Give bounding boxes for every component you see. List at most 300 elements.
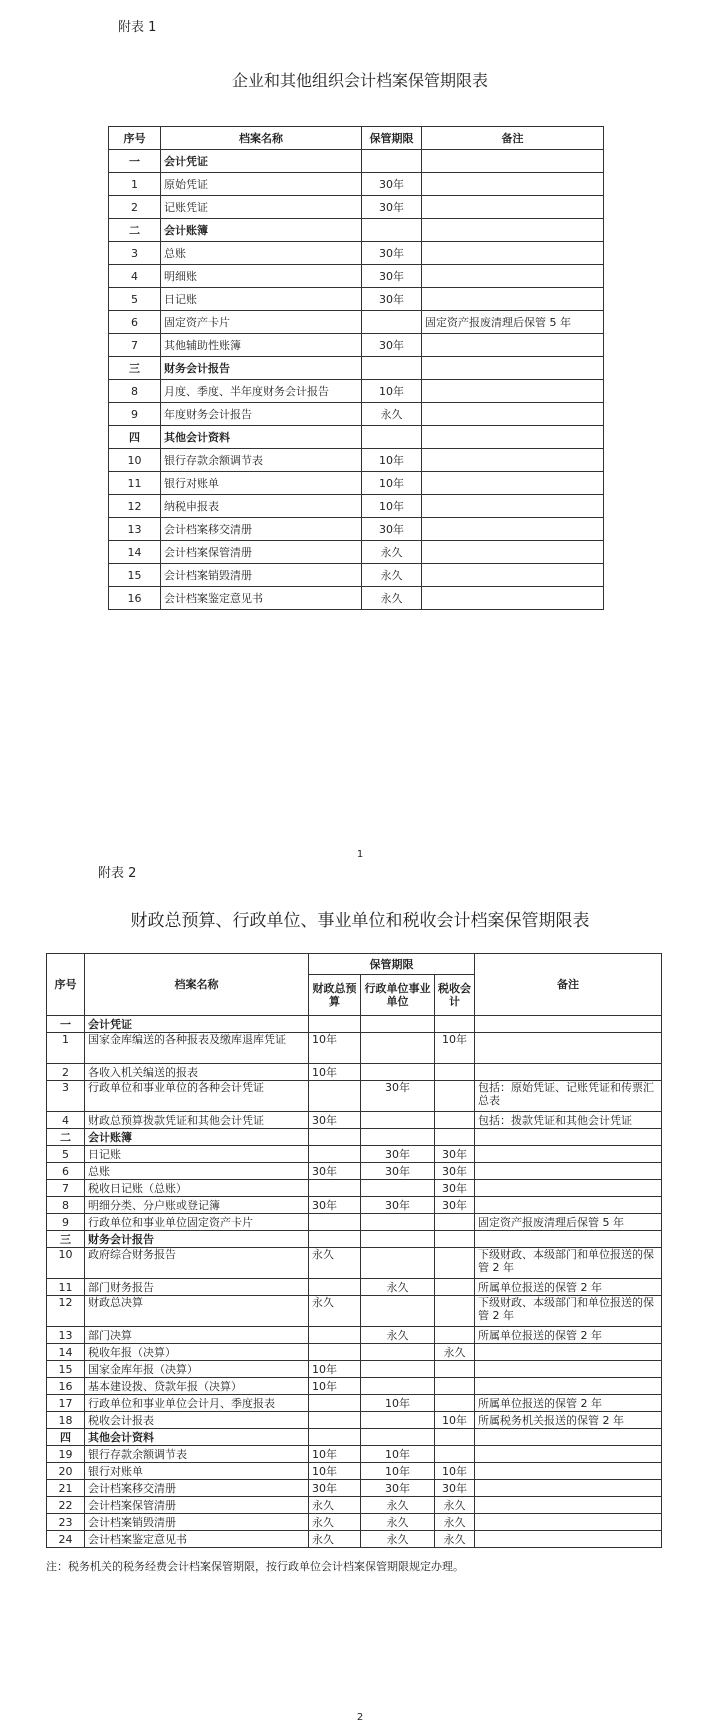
record-name: 会计档案鉴定意见书 [85, 1531, 309, 1548]
header-fiscal-budget: 财政总预算 [309, 975, 361, 1016]
record-name: 国家金库编送的各种报表及缴库退库凭证 [85, 1033, 309, 1064]
table-row [109, 472, 604, 495]
fiscal-budget-period: 永久 [309, 1296, 361, 1327]
row-number: 一 [109, 150, 161, 173]
section-row [47, 1231, 662, 1248]
retention-period: 30年 [362, 334, 422, 357]
tax-accounting-period: 10年 [435, 1412, 475, 1429]
remarks: 下级财政、本级部门和单位报送的保管 2 年 [475, 1248, 662, 1279]
header-note: 备注 [475, 954, 662, 1016]
record-name: 日记账 [85, 1146, 309, 1163]
record-name: 会计账簿 [161, 219, 362, 242]
row-number: 11 [47, 1279, 85, 1296]
header-name: 档案名称 [161, 127, 362, 150]
row-number: 8 [109, 380, 161, 403]
table-row [47, 1296, 662, 1327]
remarks [475, 1163, 662, 1180]
record-name: 会计档案移交清册 [85, 1480, 309, 1497]
fiscal-budget-period [309, 1412, 361, 1429]
table-row [47, 1412, 662, 1429]
table-row [109, 587, 604, 610]
table-2-title: 财政总预算、行政单位、事业单位和税收会计档案保管期限表 [130, 911, 590, 931]
admin-unit-period [361, 1344, 435, 1361]
tax-accounting-period [435, 1378, 475, 1395]
retention-period: 10年 [362, 472, 422, 495]
admin-unit-period [361, 1378, 435, 1395]
record-name: 税收日记账（总账） [85, 1180, 309, 1197]
admin-unit-period [361, 1016, 435, 1033]
tax-accounting-period: 永久 [435, 1344, 475, 1361]
table-row [47, 1446, 662, 1463]
fiscal-budget-period: 10年 [309, 1378, 361, 1395]
record-name: 财务会计报告 [85, 1231, 309, 1248]
row-number: 11 [109, 472, 161, 495]
tax-accounting-period [435, 1279, 475, 1296]
record-name: 会计档案保管清册 [85, 1497, 309, 1514]
remarks [475, 1064, 662, 1081]
admin-unit-period [361, 1361, 435, 1378]
retention-period [362, 357, 422, 380]
table-row [47, 1395, 662, 1412]
table-row [109, 449, 604, 472]
row-number: 4 [47, 1112, 85, 1129]
row-number: 一 [47, 1016, 85, 1033]
row-number: 四 [109, 426, 161, 449]
record-name: 原始凭证 [161, 173, 362, 196]
retention-period: 30年 [362, 288, 422, 311]
row-number: 6 [47, 1163, 85, 1180]
remarks [422, 150, 604, 173]
retention-table-2 [46, 953, 662, 1548]
fiscal-budget-period: 10年 [309, 1446, 361, 1463]
remarks: 包括：拨款凭证和其他会计凭证 [475, 1112, 662, 1129]
table-header-row [47, 954, 662, 975]
remarks: 固定资产报废清理后保管 5 年 [422, 311, 604, 334]
remarks [475, 1033, 662, 1064]
admin-unit-period: 30年 [361, 1081, 435, 1112]
record-name: 会计凭证 [85, 1016, 309, 1033]
fiscal-budget-period [309, 1344, 361, 1361]
fiscal-budget-period: 30年 [309, 1112, 361, 1129]
table-1-title: 企业和其他组织会计档案保管期限表 [231, 71, 488, 90]
tax-accounting-period: 10年 [435, 1033, 475, 1064]
row-number: 21 [47, 1480, 85, 1497]
record-name: 政府综合财务报告 [85, 1248, 309, 1279]
remarks [422, 472, 604, 495]
section-row [47, 1429, 662, 1446]
remarks [475, 1180, 662, 1197]
table-row [109, 403, 604, 426]
fiscal-budget-period: 永久 [309, 1248, 361, 1279]
admin-unit-period [361, 1064, 435, 1081]
record-name: 银行存款余额调节表 [85, 1446, 309, 1463]
header-name: 档案名称 [85, 954, 309, 1016]
fiscal-budget-period [309, 1327, 361, 1344]
admin-unit-period: 永久 [361, 1279, 435, 1296]
record-name: 银行对账单 [161, 472, 362, 495]
table-row [109, 541, 604, 564]
row-number: 10 [47, 1248, 85, 1279]
retention-period: 10年 [362, 449, 422, 472]
record-name: 各收入机关编送的报表 [85, 1064, 309, 1081]
fiscal-budget-period [309, 1146, 361, 1163]
tax-accounting-period: 30年 [435, 1197, 475, 1214]
row-number: 9 [47, 1214, 85, 1231]
section-row [109, 219, 604, 242]
row-number: 6 [109, 311, 161, 334]
row-number: 7 [47, 1180, 85, 1197]
retention-period: 30年 [362, 173, 422, 196]
header-no: 序号 [47, 954, 85, 1016]
fiscal-budget-period: 30年 [309, 1163, 361, 1180]
admin-unit-period [361, 1129, 435, 1146]
remarks: 所属单位报送的保管 2 年 [475, 1395, 662, 1412]
table-row [47, 1344, 662, 1361]
row-number: 9 [109, 403, 161, 426]
tax-accounting-period: 永久 [435, 1531, 475, 1548]
remarks [422, 380, 604, 403]
tax-accounting-period: 永久 [435, 1497, 475, 1514]
admin-unit-period: 永久 [361, 1531, 435, 1548]
section-row [109, 150, 604, 173]
row-number: 7 [109, 334, 161, 357]
table-row [47, 1361, 662, 1378]
row-number: 15 [109, 564, 161, 587]
remarks [422, 426, 604, 449]
footnote: 注：税务机关的税务经费会计档案保管期限，按行政单位会计档案保管期限规定办理。 [46, 1560, 464, 1573]
tax-accounting-period: 30年 [435, 1163, 475, 1180]
section-row [109, 357, 604, 380]
row-number: 16 [47, 1378, 85, 1395]
record-name: 年度财务会计报告 [161, 403, 362, 426]
record-name: 明细分类、分户账或登记簿 [85, 1197, 309, 1214]
row-number: 3 [109, 242, 161, 265]
fiscal-budget-period [309, 1214, 361, 1231]
record-name: 固定资产卡片 [161, 311, 362, 334]
remarks [475, 1463, 662, 1480]
row-number: 12 [109, 495, 161, 518]
fiscal-budget-period [309, 1279, 361, 1296]
header-no: 序号 [109, 127, 161, 150]
remarks [475, 1531, 662, 1548]
record-name: 其他会计资料 [161, 426, 362, 449]
remarks [475, 1146, 662, 1163]
table-row [47, 1163, 662, 1180]
fiscal-budget-period: 10年 [309, 1033, 361, 1064]
row-number: 二 [109, 219, 161, 242]
admin-unit-period [361, 1033, 435, 1064]
retention-period [362, 150, 422, 173]
fiscal-budget-period [309, 1129, 361, 1146]
remarks: 固定资产报废清理后保管 5 年 [475, 1214, 662, 1231]
table-row [47, 1279, 662, 1296]
tax-accounting-period [435, 1081, 475, 1112]
record-name: 税收年报（决算） [85, 1344, 309, 1361]
fiscal-budget-period: 永久 [309, 1531, 361, 1548]
header-admin-unit: 行政单位事业单位 [361, 975, 435, 1016]
table-row [109, 380, 604, 403]
record-name: 其他辅助性账簿 [161, 334, 362, 357]
row-number: 四 [47, 1429, 85, 1446]
record-name: 行政单位和事业单位会计月、季度报表 [85, 1395, 309, 1412]
remarks [475, 1129, 662, 1146]
row-number: 18 [47, 1412, 85, 1429]
row-number: 14 [47, 1344, 85, 1361]
fiscal-budget-period: 永久 [309, 1514, 361, 1531]
tax-accounting-period [435, 1016, 475, 1033]
retention-period: 30年 [362, 242, 422, 265]
row-number: 5 [109, 288, 161, 311]
remarks: 所属单位报送的保管 2 年 [475, 1327, 662, 1344]
record-name: 记账凭证 [161, 196, 362, 219]
row-number: 4 [109, 265, 161, 288]
remarks [422, 196, 604, 219]
remarks [422, 219, 604, 242]
record-name: 明细账 [161, 265, 362, 288]
remarks [422, 495, 604, 518]
admin-unit-period: 30年 [361, 1197, 435, 1214]
table-row [47, 1327, 662, 1344]
fiscal-budget-period: 30年 [309, 1197, 361, 1214]
table-row [47, 1112, 662, 1129]
remarks [475, 1378, 662, 1395]
row-number: 8 [47, 1197, 85, 1214]
remarks [422, 518, 604, 541]
record-name: 月度、季度、半年度财务会计报告 [161, 380, 362, 403]
row-number: 14 [109, 541, 161, 564]
row-number: 24 [47, 1531, 85, 1548]
row-number: 12 [47, 1296, 85, 1327]
record-name: 会计档案保管清册 [161, 541, 362, 564]
tax-accounting-period [435, 1064, 475, 1081]
remarks [475, 1480, 662, 1497]
remarks [422, 265, 604, 288]
header-note: 备注 [422, 127, 604, 150]
record-name: 财政总决算 [85, 1296, 309, 1327]
table-row [47, 1146, 662, 1163]
row-number: 13 [47, 1327, 85, 1344]
row-number: 3 [47, 1081, 85, 1112]
remarks [422, 564, 604, 587]
record-name: 行政单位和事业单位的各种会计凭证 [85, 1081, 309, 1112]
row-number: 三 [47, 1231, 85, 1248]
remarks [422, 334, 604, 357]
remarks: 包括：原始凭证、记账凭证和传票汇总表 [475, 1081, 662, 1112]
tax-accounting-period [435, 1248, 475, 1279]
admin-unit-period [361, 1296, 435, 1327]
tax-accounting-period [435, 1327, 475, 1344]
record-name: 其他会计资料 [85, 1429, 309, 1446]
table-row [109, 311, 604, 334]
tax-accounting-period [435, 1395, 475, 1412]
table-row [47, 1081, 662, 1112]
page-number-1: 1 [356, 849, 364, 860]
record-name: 财务会计报告 [161, 357, 362, 380]
retention-period: 30年 [362, 265, 422, 288]
tax-accounting-period [435, 1214, 475, 1231]
table-row [109, 265, 604, 288]
retention-period: 30年 [362, 518, 422, 541]
record-name: 会计账簿 [85, 1129, 309, 1146]
retention-period: 永久 [362, 403, 422, 426]
fiscal-budget-period [309, 1231, 361, 1248]
remarks [475, 1016, 662, 1033]
section-row [109, 426, 604, 449]
retention-table-1 [108, 126, 604, 610]
retention-period [362, 219, 422, 242]
table-row [109, 334, 604, 357]
remarks [475, 1429, 662, 1446]
row-number: 13 [109, 518, 161, 541]
row-number: 5 [47, 1146, 85, 1163]
section-row [47, 1016, 662, 1033]
admin-unit-period: 10年 [361, 1446, 435, 1463]
admin-unit-period [361, 1248, 435, 1279]
tax-accounting-period [435, 1129, 475, 1146]
tax-accounting-period [435, 1429, 475, 1446]
record-name: 日记账 [161, 288, 362, 311]
row-number: 22 [47, 1497, 85, 1514]
table-row [47, 1531, 662, 1548]
row-number: 19 [47, 1446, 85, 1463]
record-name: 部门决算 [85, 1327, 309, 1344]
row-number: 15 [47, 1361, 85, 1378]
tax-accounting-period [435, 1112, 475, 1129]
record-name: 税收会计报表 [85, 1412, 309, 1429]
retention-period: 永久 [362, 541, 422, 564]
remarks [475, 1197, 662, 1214]
remarks: 下级财政、本级部门和单位报送的保管 2 年 [475, 1296, 662, 1327]
record-name: 会计档案移交清册 [161, 518, 362, 541]
header-period-group: 保管期限 [309, 954, 475, 975]
table-row [47, 1180, 662, 1197]
record-name: 会计档案鉴定意见书 [161, 587, 362, 610]
row-number: 23 [47, 1514, 85, 1531]
remarks [422, 587, 604, 610]
table-row [47, 1248, 662, 1279]
table-row [47, 1033, 662, 1064]
record-name: 总账 [85, 1163, 309, 1180]
remarks [422, 449, 604, 472]
tax-accounting-period [435, 1296, 475, 1327]
remarks [475, 1344, 662, 1361]
remarks [475, 1361, 662, 1378]
fiscal-budget-period: 10年 [309, 1064, 361, 1081]
table-row [109, 495, 604, 518]
remarks [422, 242, 604, 265]
remarks: 所属单位报送的保管 2 年 [475, 1279, 662, 1296]
tax-accounting-period: 30年 [435, 1180, 475, 1197]
admin-unit-period [361, 1412, 435, 1429]
row-number: 2 [109, 196, 161, 219]
admin-unit-period: 10年 [361, 1463, 435, 1480]
tax-accounting-period [435, 1361, 475, 1378]
admin-unit-period: 30年 [361, 1146, 435, 1163]
tax-accounting-period [435, 1231, 475, 1248]
fiscal-budget-period: 永久 [309, 1497, 361, 1514]
row-number: 三 [109, 357, 161, 380]
fiscal-budget-period: 10年 [309, 1361, 361, 1378]
fiscal-budget-period [309, 1016, 361, 1033]
remarks [422, 173, 604, 196]
record-name: 银行存款余额调节表 [161, 449, 362, 472]
table-row [47, 1514, 662, 1531]
table-row [47, 1480, 662, 1497]
record-name: 行政单位和事业单位固定资产卡片 [85, 1214, 309, 1231]
header-period: 保管期限 [362, 127, 422, 150]
remarks [475, 1514, 662, 1531]
table-row [47, 1463, 662, 1480]
retention-period: 永久 [362, 564, 422, 587]
retention-period [362, 311, 422, 334]
record-name: 银行对账单 [85, 1463, 309, 1480]
remarks [422, 403, 604, 426]
admin-unit-period: 永久 [361, 1514, 435, 1531]
remarks [475, 1446, 662, 1463]
record-name: 总账 [161, 242, 362, 265]
record-name: 财政总预算拨款凭证和其他会计凭证 [85, 1112, 309, 1129]
table-row [109, 518, 604, 541]
retention-period [362, 426, 422, 449]
tax-accounting-period: 永久 [435, 1514, 475, 1531]
appendix-2-label: 附表 2 [98, 866, 137, 881]
admin-unit-period: 永久 [361, 1497, 435, 1514]
admin-unit-period: 10年 [361, 1395, 435, 1412]
table-row [109, 288, 604, 311]
fiscal-budget-period [309, 1429, 361, 1446]
admin-unit-period: 30年 [361, 1163, 435, 1180]
admin-unit-period [361, 1214, 435, 1231]
fiscal-budget-period [309, 1081, 361, 1112]
row-number: 20 [47, 1463, 85, 1480]
row-number: 2 [47, 1064, 85, 1081]
table-header-row [109, 127, 604, 150]
retention-period: 永久 [362, 587, 422, 610]
record-name: 部门财务报告 [85, 1279, 309, 1296]
admin-unit-period [361, 1429, 435, 1446]
tax-accounting-period: 30年 [435, 1146, 475, 1163]
page-number-2: 2 [356, 1712, 364, 1723]
remarks [475, 1497, 662, 1514]
admin-unit-period: 永久 [361, 1327, 435, 1344]
remarks: 所属税务机关报送的保管 2 年 [475, 1412, 662, 1429]
appendix-1-label: 附表 1 [118, 20, 157, 35]
fiscal-budget-period: 30年 [309, 1480, 361, 1497]
table-row [109, 196, 604, 219]
row-number: 17 [47, 1395, 85, 1412]
table-row [47, 1064, 662, 1081]
record-name: 会计凭证 [161, 150, 362, 173]
table-row [47, 1214, 662, 1231]
admin-unit-period [361, 1112, 435, 1129]
section-row [47, 1129, 662, 1146]
table-row [47, 1378, 662, 1395]
admin-unit-period [361, 1231, 435, 1248]
row-number: 1 [109, 173, 161, 196]
table-row [109, 173, 604, 196]
fiscal-budget-period [309, 1180, 361, 1197]
record-name: 基本建设拨、贷款年报（决算） [85, 1378, 309, 1395]
row-number: 二 [47, 1129, 85, 1146]
row-number: 16 [109, 587, 161, 610]
header-tax-accounting: 税收会计 [435, 975, 475, 1016]
retention-period: 10年 [362, 380, 422, 403]
table-row [109, 564, 604, 587]
record-name: 会计档案销毁清册 [85, 1514, 309, 1531]
table-row [109, 242, 604, 265]
table-row [47, 1497, 662, 1514]
row-number: 1 [47, 1033, 85, 1064]
